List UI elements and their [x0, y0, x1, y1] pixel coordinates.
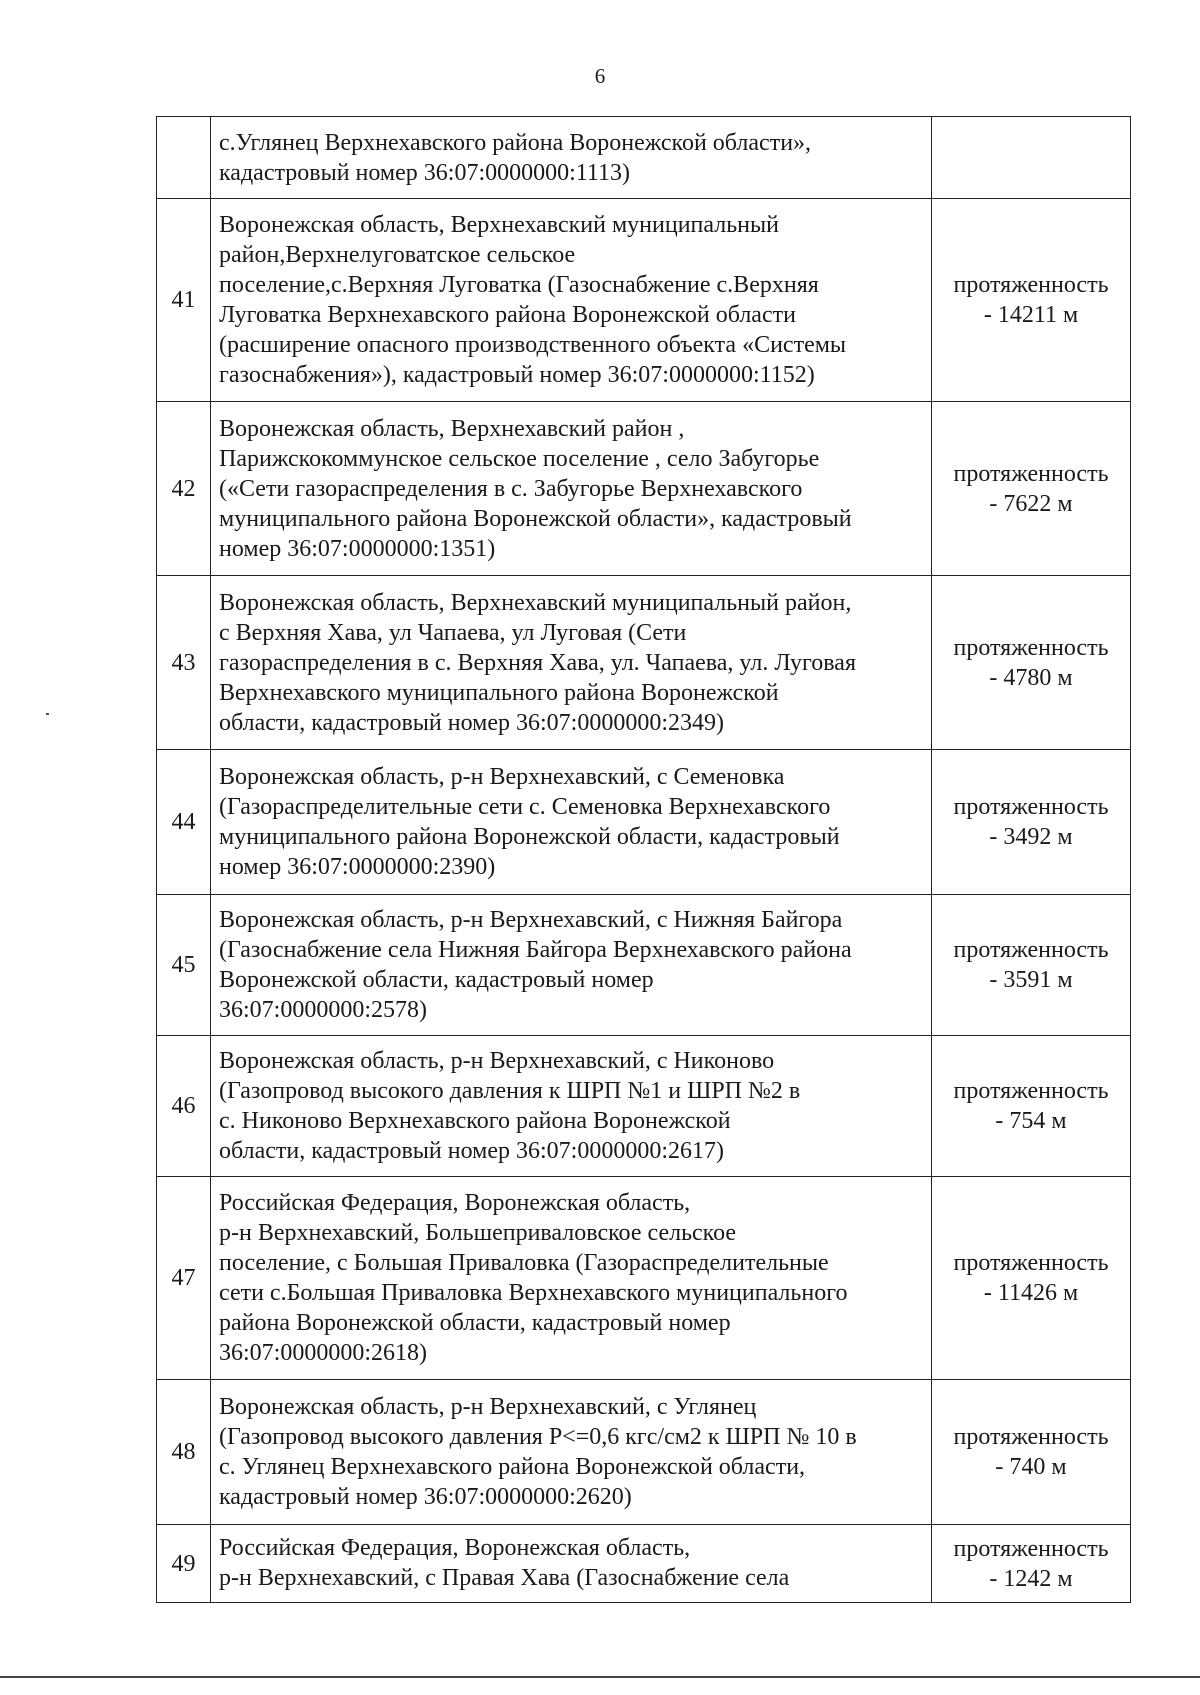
table-row — [157, 576, 1131, 750]
table-row-continuation — [157, 117, 1131, 199]
length-label: протяженность — [953, 794, 1109, 820]
row-description-cell — [211, 576, 932, 750]
description-line: Верхнехавского муниципального района Воронежской — [219, 679, 779, 706]
description-line: номер 36:07:0000000:1351) — [219, 535, 496, 562]
row-number: 41 — [157, 199, 211, 402]
description-line: газораспределения в с. Верхняя Хава, ул. Чапаева, ул. Луговая — [219, 649, 856, 676]
row-length-cell — [932, 750, 1131, 895]
description-line: газоснабжения»), кадастровый номер 36:07:0000000:1152) — [219, 362, 815, 388]
description-line: Воронежская область, Верхнехавский муниципальный район, — [219, 589, 852, 616]
length-value: - 1242 м — [989, 1565, 1073, 1592]
description-line: Российская Федерация, Воронежская область, — [219, 1190, 691, 1216]
description-line: муниципального района Воронежской области, кадастровый — [219, 824, 840, 850]
row-length-cell — [932, 1525, 1131, 1603]
row-number-cell — [157, 117, 211, 199]
page-bottom-rule — [0, 1676, 1200, 1678]
length-value: - 3591 м — [989, 967, 1073, 993]
description-line: район,Верхнелуговатское сельское — [219, 242, 576, 268]
description-line: кадастровый номер 36:07:0000000:1113) — [219, 159, 630, 186]
row-number: 46 — [157, 1036, 211, 1177]
row-description-cell — [211, 895, 932, 1036]
table-row — [157, 1177, 1131, 1380]
description-line: Воронежская область, р-н Верхнехавский, с Нижняя Байгора — [219, 907, 843, 933]
row-number: 44 — [157, 750, 211, 895]
description-line: поселение,с.Верхняя Луговатка (Газоснабжение с.Верхняя — [219, 272, 819, 298]
length-value: - 7622 м — [989, 490, 1073, 517]
description-line: сети с.Большая Приваловка Верхнехавского муниципального — [219, 1280, 848, 1306]
description-line: с. Никоново Верхнехавского района Воронежской — [219, 1108, 731, 1134]
description-line: Парижскокоммунское сельское поселение , село Забугорье — [219, 445, 820, 472]
description-line: области, кадастровый номер 36:07:0000000:2349) — [219, 709, 724, 736]
description-line: (Газоснабжение села Нижняя Байгора Верхнехавского района — [219, 937, 852, 963]
table-row — [157, 1380, 1131, 1525]
description-line: кадастровый номер 36:07:0000000:2620) — [219, 1484, 632, 1510]
gas-network-table — [156, 116, 1131, 1603]
length-label: протяженность — [953, 1078, 1109, 1104]
description-line: (Газораспределительные сети с. Семеновка Верхнехавского — [219, 794, 831, 820]
description-line: с.Углянец Верхнехавского района Воронежской области», — [219, 129, 812, 156]
row-length-cell — [932, 895, 1131, 1036]
row-description-cell — [211, 1177, 932, 1380]
description-line: 36:07:0000000:2578) — [219, 997, 427, 1023]
description-line: Воронежская область, р-н Верхнехавский, с Семеновка — [219, 764, 785, 790]
description-line: Воронежская область, р-н Верхнехавский, с Никоново — [219, 1048, 775, 1074]
row-description-cell — [211, 402, 932, 576]
row-length-cell — [932, 402, 1131, 576]
length-label: протяженность — [953, 460, 1109, 487]
length-value: - 754 м — [995, 1108, 1067, 1134]
description-line: муниципального района Воронежской области», кадастровый — [219, 505, 852, 532]
row-length-cell — [932, 1177, 1131, 1380]
row-number: 49 — [157, 1525, 211, 1603]
description-line: с Верхняя Хава, ул Чапаева, ул Луговая (Сети — [219, 619, 687, 646]
row-length-cell — [932, 199, 1131, 402]
table-row — [157, 895, 1131, 1036]
length-value: - 11426 м — [983, 1280, 1079, 1306]
length-value: - 740 м — [995, 1454, 1067, 1480]
row-length-cell — [932, 117, 1131, 199]
row-number: 45 — [157, 895, 211, 1036]
page-number: 6 — [594, 64, 606, 88]
table-row — [157, 402, 1131, 576]
description-line: («Сети газораспределения в с. Забугорье Верхнехавского — [219, 475, 803, 502]
description-line: (Газопровод высокого давления к ШРП №1 и ШРП №2 в — [219, 1078, 801, 1104]
length-value: - 3492 м — [989, 824, 1073, 850]
description-line: номер 36:07:0000000:2390) — [219, 854, 496, 880]
description-line: (расширение опасного производственного объекта «Системы — [219, 332, 847, 358]
row-description-cell — [211, 1525, 932, 1603]
row-description-cell — [211, 1380, 932, 1525]
description-line: р-н Верхнехавский, с Правая Хава (Газоснабжение села — [219, 1565, 790, 1591]
description-line: Воронежской области, кадастровый номер — [219, 967, 654, 993]
description-line: (Газопровод высокого давления Р<=0,6 кгс/см2 к ШРП № 10 в — [219, 1424, 857, 1450]
row-description-cell — [211, 1036, 932, 1177]
length-value: - 4780 м — [989, 664, 1073, 691]
row-description-cell — [211, 750, 932, 895]
length-label: протяженность — [953, 1250, 1109, 1276]
description-line: 36:07:0000000:2618) — [219, 1340, 427, 1366]
description-line: области, кадастровый номер 36:07:0000000:2617) — [219, 1138, 724, 1164]
row-description-cell — [211, 199, 932, 402]
length-label: протяженность — [953, 1535, 1109, 1562]
row-length-cell — [932, 1036, 1131, 1177]
description-line: поселение, с Большая Приваловка (Газораспределительные — [219, 1250, 829, 1276]
table-row — [157, 1525, 1131, 1603]
description-line: р-н Верхнехавский, Большеприваловское сельское — [219, 1220, 737, 1246]
description-line: с. Углянец Верхнехавского района Воронежской области, — [219, 1454, 806, 1480]
description-line: Воронежская область, р-н Верхнехавский, с Углянец — [219, 1394, 757, 1420]
row-length-cell — [932, 1380, 1131, 1525]
description-line: Воронежская область, Верхнехавский район , — [219, 415, 685, 442]
row-number: 48 — [157, 1380, 211, 1525]
description-line: Луговатка Верхнехавского района Воронежской области — [219, 302, 796, 328]
description-line: Воронежская область, Верхнехавский муниципальный — [219, 212, 779, 238]
row-length-cell — [932, 576, 1131, 750]
description-line: района Воронежской области, кадастровый номер — [219, 1310, 731, 1336]
length-label: протяженность — [953, 634, 1109, 661]
table-row — [157, 1036, 1131, 1177]
row-number: 43 — [157, 576, 211, 750]
row-description-cell — [211, 117, 932, 199]
length-label: протяженность — [953, 272, 1109, 298]
scan-speck — [46, 713, 49, 715]
description-line: Российская Федерация, Воронежская область, — [219, 1535, 691, 1561]
row-number: 47 — [157, 1177, 211, 1380]
length-label: протяженность — [953, 1424, 1109, 1450]
length-value: - 14211 м — [983, 302, 1079, 328]
table-row — [157, 750, 1131, 895]
row-number: 42 — [157, 402, 211, 576]
table-row — [157, 199, 1131, 402]
length-label: протяженность — [953, 937, 1109, 963]
